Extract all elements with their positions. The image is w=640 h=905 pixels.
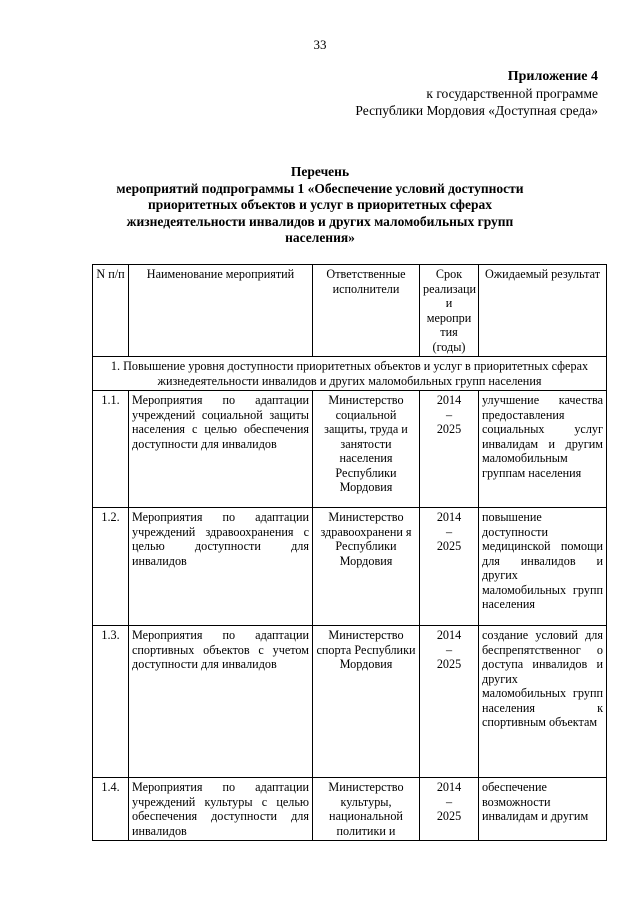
header-term: Срок реализаци и меропри тия (годы): [420, 265, 479, 357]
row-name: Мероприятия по адаптации учреждений культуры с целью обеспечения доступности для инвалидов: [129, 778, 313, 841]
row-responsible: Министерство спорта Республики Мордовия: [313, 626, 420, 778]
term-end: 2025: [436, 539, 462, 553]
header-num: N п/п: [93, 265, 129, 357]
appendix-line-1: к государственной программе: [426, 86, 598, 101]
term-start: 2014: [436, 393, 462, 407]
table-row: [93, 778, 607, 841]
row-name: Мероприятия по адаптации учреждений социальной защиты населения с целью обеспечения доступности для инвалидов: [129, 391, 313, 508]
term-start: 2014: [436, 780, 462, 794]
row-result: улучшение качества предоставления социальных услуг инвалидам и другим маломобильным группам населения: [479, 391, 607, 508]
row-result: повышение доступности медицинской помощи для инвалидов и других маломобильных групп населения: [479, 508, 607, 626]
row-term: [420, 778, 479, 841]
title-line-3: приоритетных объектов и услуг в приоритетных сферах: [147, 197, 493, 212]
appendix-line-2: Республики Мордовия «Доступная среда»: [355, 103, 598, 118]
row-responsible: Министерство культуры, национальной политики и: [313, 778, 420, 841]
table-row: [93, 391, 607, 508]
row-responsible: Министерство здравоохранени я Республики Мордовия: [313, 508, 420, 626]
appendix-block: [355, 68, 598, 119]
term-end: 2025: [436, 657, 462, 671]
section-title: 1. Повышение уровня доступности приоритетных объектов и услуг в приоритетных сферах жизнедеятельности инвалидов и других маломобильных групп населения: [93, 357, 607, 391]
row-num: 1.4.: [93, 778, 129, 841]
appendix-heading: Приложение 4: [507, 69, 598, 84]
term-start: 2014: [436, 628, 462, 642]
row-responsible: Министерство социальной защиты, труда и занятости населения Республики Мордовия: [313, 391, 420, 508]
term-dash: –: [445, 794, 453, 809]
row-result: создание условий для беспрепятственног о доступа инвалидов и других маломобильных групп населения к спортивным объектам: [479, 626, 607, 778]
header-result: Ожидаемый результат: [479, 265, 607, 357]
header-responsible: Ответственные исполнители: [313, 265, 420, 357]
title-line-5: населения»: [285, 230, 355, 245]
title-line-1: Перечень: [290, 164, 350, 179]
title-line-4: жизнедеятельности инвалидов и других маломобильных групп: [126, 213, 514, 229]
section-row: [93, 357, 607, 391]
table-header-row: [93, 265, 607, 357]
term-dash: –: [445, 642, 453, 657]
table-row: [93, 508, 607, 626]
header-name: Наименование мероприятий: [129, 265, 313, 357]
row-term: [420, 626, 479, 778]
row-num: 1.1.: [93, 391, 129, 508]
row-num: 1.3.: [93, 626, 129, 778]
page-number: 33: [313, 37, 327, 52]
document-title: [90, 164, 550, 247]
row-result: обеспечение возможности инвалидам и другим: [479, 778, 607, 841]
term-end: 2025: [436, 809, 462, 823]
term-dash: –: [445, 524, 453, 539]
table-row: [93, 626, 607, 778]
term-start: 2014: [436, 510, 462, 524]
measures-table: [92, 264, 607, 841]
row-term: [420, 391, 479, 508]
term-dash: –: [445, 407, 453, 422]
row-term: [420, 508, 479, 626]
row-num: 1.2.: [93, 508, 129, 626]
term-end: 2025: [436, 422, 462, 436]
title-line-2: мероприятий подпрограммы 1 «Обеспечение условий доступности: [116, 180, 524, 196]
row-name: Мероприятия по адаптации спортивных объектов с учетом доступности для инвалидов: [129, 626, 313, 778]
row-name: Мероприятия по адаптации учреждений здравоохранения с целью доступности для инвалидов: [129, 508, 313, 626]
